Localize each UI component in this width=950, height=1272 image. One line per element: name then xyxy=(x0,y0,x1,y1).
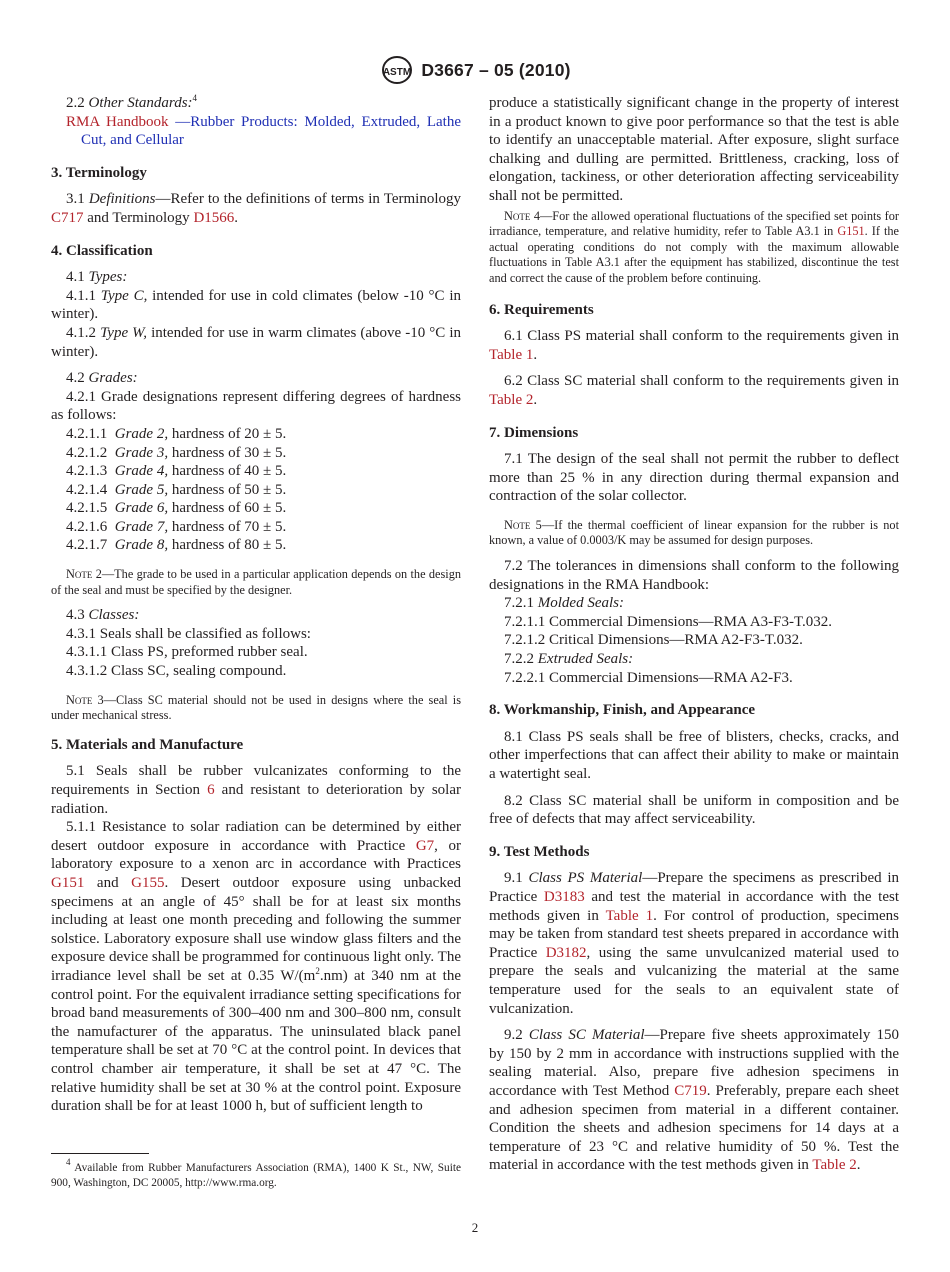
grade-item xyxy=(51,536,461,555)
section-4-3-1-1: 4.3.1.1 Class PS, preformed rubber seal. xyxy=(66,644,308,661)
section-number: 4.3 xyxy=(66,607,89,624)
footnote-ref[interactable]: 4 xyxy=(192,93,198,103)
page-header xyxy=(0,55,950,85)
grade-label: Grade 2, xyxy=(114,425,169,442)
note-label: Note 3 xyxy=(66,692,104,707)
section-5-1 xyxy=(51,762,461,818)
section-number: 4.2.1.7 xyxy=(66,537,108,554)
body-text: . xyxy=(234,209,239,226)
body-text: , or laboratory exposure to a xenon arc in accordance with Practices xyxy=(51,837,461,873)
section-8-2: 8.2 Class SC material shall be uniform in composition and be free of defects that may affect serviceability. xyxy=(489,792,899,828)
body-text: 5.1 Seals shall be rubber vulcanizates conforming to the requirements in Section xyxy=(51,763,461,798)
section-5-1-1-continued: produce a statistically significant change in the property of interest in a product known to give poor performance so that the test is able to identify an unacceptable material. After exposure, slight surface chalking and dulling are permitted. Brittleness, cracking, loss of elongation, tackiness, or other deterioration affecting serviceability shall not be permitted. xyxy=(489,95,899,204)
section-4-3-1-2: 4.3.1.2 Class SC, sealing compound. xyxy=(66,663,287,680)
body-text: . Preferably, prepare each sheet and adhesion specimen from material in a different container. Condition the sheets and adhesion specimens for 14 days at a temperature of 23 °C and relative humidity of 50 %. Test the material in accordance with the test methods given in xyxy=(489,1082,899,1174)
section-number: 4.2.1.5 xyxy=(66,500,108,517)
footnote-text: Available from Rubber Manufacturers Association (RMA), 1400 K St., NW, Suite 900, Washington, DC 20005, http://www.rma.org. xyxy=(51,1162,461,1189)
body-text: and Terminology xyxy=(83,209,194,226)
section-number: 3.1 xyxy=(66,191,89,208)
body-text: and test the material in accordance with the test methods given in xyxy=(489,888,899,924)
section-5-heading: 5. Materials and Manufacture xyxy=(51,736,244,753)
section-label: Class PS Material xyxy=(528,870,643,887)
section-number: 7.2.1 xyxy=(504,595,538,612)
grade-label: Grade 7, xyxy=(114,518,169,535)
section-9-heading: 9. Test Methods xyxy=(489,843,590,860)
section-9-1 xyxy=(489,869,899,1018)
section-6-1 xyxy=(489,327,899,364)
note-4 xyxy=(489,209,899,287)
table-1-link[interactable]: Table 1 xyxy=(605,907,654,924)
body-text: —Prepare the specimens as prescribed in Practice xyxy=(489,870,899,905)
section-6-2 xyxy=(489,372,899,409)
left-column xyxy=(51,94,461,1116)
note-text: . If the actual operating conditions do not comply with the maximum allowable fluctuations in Table A3.1 after the equipment has stabilized, discontinue the test and correct the cause of the problem before continuing. xyxy=(489,224,899,285)
body-text: 6.2 Class SC material shall conform to the requirements given in xyxy=(504,373,899,390)
note-2 xyxy=(51,567,461,598)
section-number: 4.2 xyxy=(66,370,89,387)
section-number: 4.1 xyxy=(66,269,89,286)
section-4-2 xyxy=(51,369,461,388)
section-label: Class SC Material xyxy=(528,1027,645,1044)
superscript: 2 xyxy=(315,965,320,976)
section-number: 4.2.1.3 xyxy=(66,463,108,480)
section-label: Extruded Seals: xyxy=(537,651,634,668)
body-text: . xyxy=(533,346,538,363)
note-label: Note 5 xyxy=(504,517,542,532)
section-7-2: 7.2 The tolerances in dimensions shall conform to the following designations in the RMA Handbook: xyxy=(489,558,899,593)
section-4-1-1 xyxy=(51,287,461,324)
note-text: —Class SC material should not be used in designs where the seal is under mechanical stress. xyxy=(51,692,461,723)
grades-list xyxy=(51,425,461,555)
section-8-heading: 8. Workmanship, Finish, and Appearance xyxy=(489,702,756,719)
section-4-1 xyxy=(51,268,461,287)
page-number: 2 xyxy=(471,1220,479,1235)
svg-text:ASTM: ASTM xyxy=(383,67,412,78)
document-designation: D3667 – 05 (2010) xyxy=(421,59,571,80)
section-6-heading: 6. Requirements xyxy=(489,301,594,318)
grade-text: hardness of 80 ± 5. xyxy=(168,537,287,554)
section-7-2-2 xyxy=(489,650,899,669)
section-2-2 xyxy=(51,94,461,113)
section-label: Definitions xyxy=(88,191,156,208)
note-5 xyxy=(489,518,899,549)
grade-label: Grade 4, xyxy=(114,463,169,480)
section-number: 4.2.1.1 xyxy=(66,425,108,442)
section-7-2-1-1: 7.2.1.1 Commercial Dimensions—RMA A3-F3-T.032. xyxy=(504,613,833,630)
grade-label: Grade 3, xyxy=(114,444,169,461)
rma-handbook-reference xyxy=(51,113,461,150)
rma-handbook-link[interactable]: RMA Handbook xyxy=(66,113,169,130)
section-number: 9.2 xyxy=(504,1027,529,1044)
note-text: —For the allowed operational fluctuations of the specified set points for irradiance, temperature, and relative humidity, refer to Table A3.1 in xyxy=(489,208,899,239)
section-3-1 xyxy=(51,190,461,227)
grade-text: hardness of 70 ± 5. xyxy=(168,518,287,535)
note-3 xyxy=(51,693,461,724)
grade-text: hardness of 40 ± 5. xyxy=(168,463,287,480)
section-label: Grades: xyxy=(88,370,138,387)
grade-item xyxy=(51,518,461,537)
g155-link[interactable]: G155 xyxy=(131,874,165,891)
body-text: . For control of production, specimens may be taken from standard test sheets prepared in accordance with Practice xyxy=(489,907,899,961)
body-text: 6.1 Class PS material shall conform to the requirements given in xyxy=(504,328,899,345)
note-text: —If the thermal coefficient of linear expansion for the rubber is not known, a value of 0.0003/K may be assumed for design purposes. xyxy=(489,517,899,548)
grade-text: hardness of 30 ± 5. xyxy=(168,444,287,461)
section-7-2-2-1: 7.2.2.1 Commercial Dimensions—RMA A2-F3. xyxy=(504,669,793,686)
astm-logo-icon xyxy=(379,55,415,85)
body-text: and xyxy=(84,874,132,891)
grade-text: hardness of 50 ± 5. xyxy=(168,481,287,498)
section-7-heading: 7. Dimensions xyxy=(489,424,579,441)
section-4-2-1: 4.2.1 Grade designations represent differing degrees of hardness as follows: xyxy=(51,388,461,424)
section-7-2-1 xyxy=(489,594,899,613)
grade-text: hardness of 60 ± 5. xyxy=(168,500,287,517)
body-text: . xyxy=(856,1157,861,1174)
section-7-1: 7.1 The design of the seal shall not permit the rubber to deflect more than 25 % in any direction during thermal expansion and contraction of the solar collector. xyxy=(489,451,899,505)
body-text: —Refer to the definitions of terms in Terminology xyxy=(155,191,461,208)
section-8-1: 8.1 Class PS seals shall be free of blisters, checks, cracks, and other imperfections that can affect their ability to make or maintain a watertight seal. xyxy=(489,728,899,782)
right-column xyxy=(489,94,899,1175)
section-6-link[interactable]: 6 xyxy=(207,782,215,798)
footnote-divider xyxy=(51,1153,149,1154)
g151-link[interactable]: G151 xyxy=(51,874,85,891)
grade-text: hardness of 20 ± 5. xyxy=(168,425,287,442)
note-text: —The grade to be used in a particular application depends on the design of the seal and must be specified by the designer. xyxy=(51,567,461,597)
c717-link[interactable]: C717 xyxy=(51,209,84,226)
c719-link[interactable]: C719 xyxy=(674,1082,707,1099)
body-text: .nm) at 340 nm at the control point. For the equivalent irradiance setting specifications for broad band measurements of 300–400 nm and 300–800 nm, consult the namufacturer of the apparatus. The uninsulated black panel temperature shall be set at 70 °C at the control point. In devices that control chamber air temperature, it shall be set at 47 °C. The relative humidity shall be set at 30 % at the control point. Exposure duration shall be for at least 1000 h, but of sufficient length to xyxy=(51,967,461,1115)
section-number: 4.1.2 xyxy=(66,324,101,341)
grade-item xyxy=(51,481,461,500)
section-3-heading: 3. Terminology xyxy=(51,164,147,181)
table-2-link[interactable]: Table 2 xyxy=(489,391,534,408)
rma-handbook-title[interactable]: —Rubber Products: Molded, Extruded, Lathe Cut, and Cellular xyxy=(81,113,461,149)
section-label: Type W, xyxy=(100,324,148,341)
grade-label: Grade 6, xyxy=(114,500,169,517)
section-4-3 xyxy=(51,606,461,625)
section-label: Types: xyxy=(88,269,128,286)
section-4-3-1: 4.3.1 Seals shall be classified as follows: xyxy=(66,625,311,642)
section-7-2-1-2: 7.2.1.2 Critical Dimensions—RMA A2-F3-T.032. xyxy=(504,632,803,649)
body-text: 5.1.1 Resistance to solar radiation can be determined by either desert outdoor exposure in accordance with Practice xyxy=(51,819,461,854)
section-number: 2.2 xyxy=(66,95,85,111)
body-text: , using the same unvulcanized material used to prepare the seals and vulcanizing the material at the same temperature used for the seals to an equivalent state of vulcanization. xyxy=(489,944,899,1017)
body-text: intended for use in warm climates (above -10 °C in winter). xyxy=(51,324,461,360)
body-text: and resistant to deterioration by solar radiation. xyxy=(51,782,461,817)
section-number: 4.1.1 xyxy=(66,287,101,304)
body-text: —Prepare five sheets approximately 150 by 150 by 2 mm in accordance with instructions supplied with the sealing material. Also, prepare five adhesion specimens in accordance with Test Method xyxy=(489,1027,899,1099)
grade-item xyxy=(51,425,461,444)
body-text: intended for use in cold climates (below -10 °C in winter). xyxy=(51,287,461,323)
d3182-link[interactable]: D3182 xyxy=(545,944,587,961)
section-5-1-1 xyxy=(51,818,461,1116)
section-number: 4.2.1.6 xyxy=(66,518,108,535)
section-number: 4.2.1.4 xyxy=(66,481,108,498)
grade-item xyxy=(51,462,461,481)
section-4-heading: 4. Classification xyxy=(51,242,153,259)
d3183-link[interactable]: D3183 xyxy=(543,888,585,905)
footnote-marker: 4 xyxy=(66,1157,71,1167)
section-label: Other Standards: xyxy=(88,95,193,111)
d1566-link[interactable]: D1566 xyxy=(193,209,235,226)
grade-label: Grade 8, xyxy=(114,537,169,554)
section-number: 7.2.2 xyxy=(504,651,538,668)
grade-label: Grade 5, xyxy=(114,481,169,498)
g151-link[interactable]: G151 xyxy=(837,224,865,239)
note-label: Note 4 xyxy=(504,208,540,223)
table-1-link[interactable]: Table 1 xyxy=(489,346,534,363)
section-number: 9.1 xyxy=(504,870,529,887)
section-9-2 xyxy=(489,1026,899,1175)
table-2-link[interactable]: Table 2 xyxy=(812,1157,857,1174)
section-number: 4.2.1.2 xyxy=(66,444,108,461)
body-text: . xyxy=(533,391,538,408)
section-label: Molded Seals: xyxy=(537,595,624,612)
g7-link[interactable]: G7 xyxy=(415,837,435,854)
footnote-4 xyxy=(51,1157,461,1191)
section-4-1-2 xyxy=(51,324,461,361)
grade-item xyxy=(51,444,461,463)
note-label: Note 2 xyxy=(66,567,102,582)
grade-item xyxy=(51,499,461,518)
section-label: Classes: xyxy=(88,607,140,624)
body-text: . Desert outdoor exposure using unbacked specimens at an angle of 45° shall be for at least six months including at least one month preceding and following the summer solstice. Laboratory exposure shall use window glass filters and the exposure device shall be programmed for continuous light only. The irradiance level shall be set at 0.35 W/(m xyxy=(51,874,461,984)
section-label: Type C, xyxy=(100,287,148,304)
